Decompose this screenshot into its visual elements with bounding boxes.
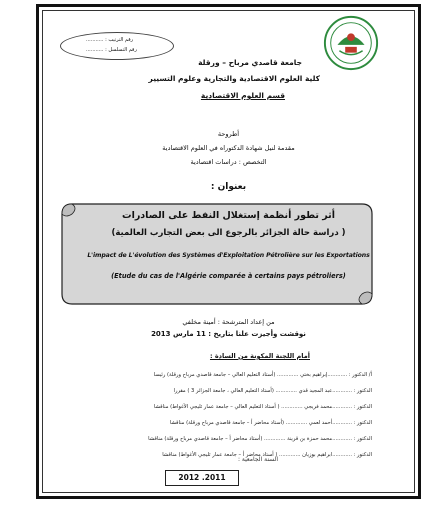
jury-member-6: الدكتور : ............ابراهيم بوزيان ............. ( أستاذ محاضر أ – جامعة عمار ثليجي الأغواط) مناقشا xyxy=(162,452,372,458)
jury-member-5: الدكتور : ............محمد حمزة بن قرينة ............. (أستاذ محاضر أ – جامعة قاصدي مرباح ورقلة) مناقشا xyxy=(148,436,372,442)
title-arabic-line1: أثر تطور أنظمة إستغلال النفط على الصادرات xyxy=(122,210,335,221)
titled-label: بعنوان : xyxy=(210,182,247,192)
specialty-line: التخصص : دراسات اقتصادية xyxy=(190,158,267,166)
jury-member-3: الدكتور : ............محمد فريجي ............. ( أستاذ التعليم العالي – جامعة عمار ثليجي الأغواط) مناقشا xyxy=(153,404,372,410)
author-line: من إعداد المترشحة : أمينة مخلفي xyxy=(182,318,275,326)
title-french-line1: L'impact de L'évolution des Systèmes d'Exploitation Pétrolière sur les Exportations xyxy=(87,252,370,259)
title-french-line2: (Etude du cas de l'Algérie comparée à certains pays pétroliers) xyxy=(111,272,346,280)
jury-member-2: الدكتور : ............عبد المجيد قدي ............. (أستاذ التعليم العالي ، جامعة الجزائر 3 ) مقررا xyxy=(173,388,372,394)
defense-date: نوقشت وأجيزت علنا بتاريخ : 11 مارس 2013 xyxy=(151,330,306,338)
degree-line: مقدمة لنيل شهادة الدكتوراه في العلوم الاقتصادية xyxy=(162,144,295,152)
jury-member-4: الدكتور : ............أحمد لعمي ............. (أستاذ محاضر أ – جامعة قاصدي مرباح ورقلة) مناقشا xyxy=(169,420,372,426)
jury-heading: أمام اللجنة المكونة من السادة : xyxy=(209,352,310,360)
title-arabic-line2: ( دراسة حالة الجزائر بالرجوع الى بعض التجارب العالمية) xyxy=(111,228,346,238)
academic-year-box: 2012 .2011 xyxy=(165,470,239,486)
university-name: جامعة قاصدي مرباح – ورقلة xyxy=(198,58,302,67)
thesis-type: أطروحة xyxy=(217,130,240,138)
order-number-label: رقم الترتيب : ........... xyxy=(86,37,134,43)
academic-year-label: السنة الجامعية : xyxy=(237,456,278,463)
serial-number-label: رقم التسلسل : ........... xyxy=(86,47,137,53)
jury-member-1: أ/ الدكتور : ............إبراهيم بختي ............. (أستاذ التعليم العالي – جامعة قاصدي مرباح ورقلة) رئيسا xyxy=(153,372,372,378)
department-name: قسم العلوم الاقتصادية xyxy=(200,91,285,100)
university-seal-icon xyxy=(322,14,380,72)
faculty-name: كلية العلوم الاقتصادية والتجارية وعلوم التسيير xyxy=(148,74,320,83)
